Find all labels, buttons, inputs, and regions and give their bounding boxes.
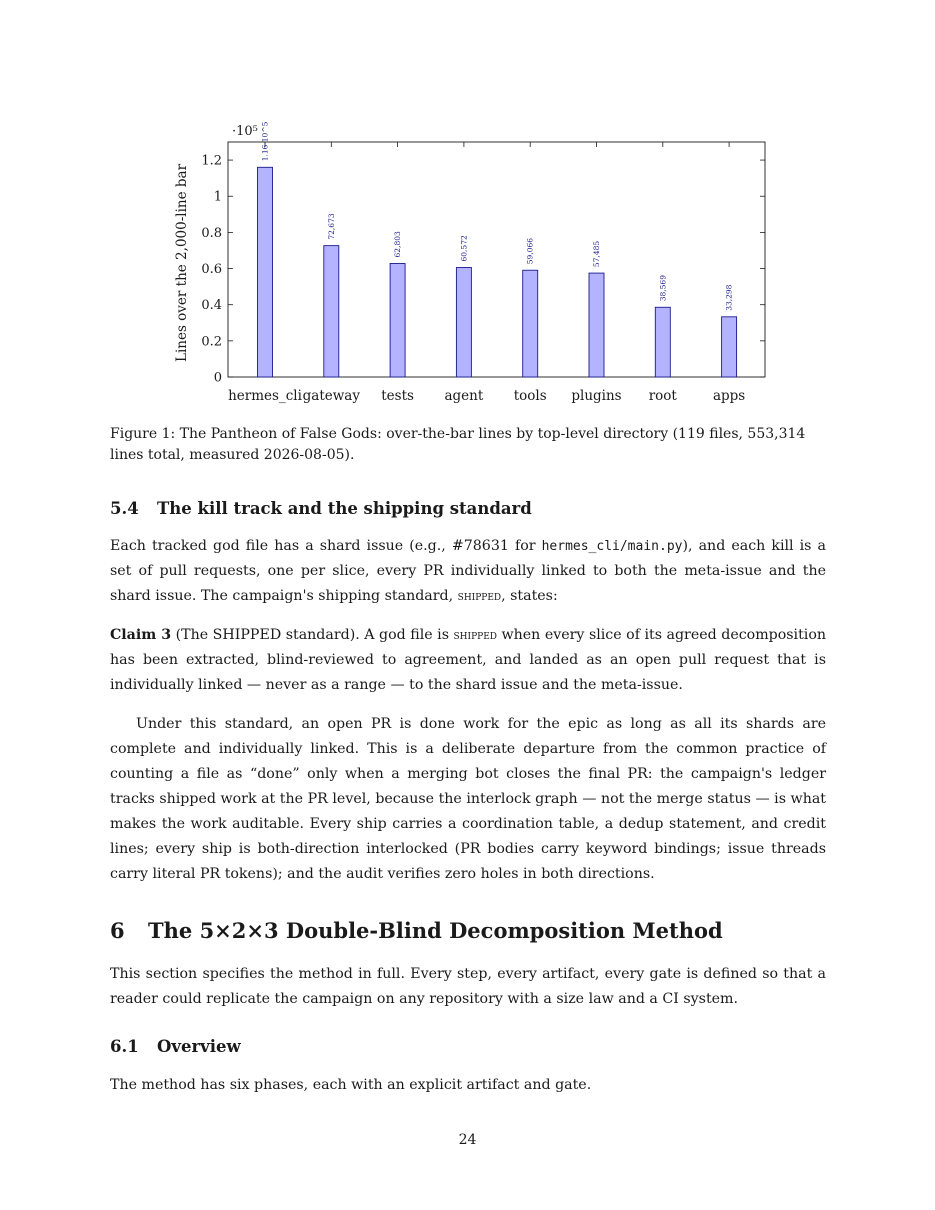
plot-frame [228,142,765,377]
chart-axes [228,142,765,377]
category-label: plugins [571,388,622,404]
value-label: 38,569 [658,275,668,302]
shipped-term: shipped [457,589,502,604]
bar-agent [456,268,471,377]
category-label: root [648,388,677,404]
value-label: 57,485 [592,240,601,268]
y-tick-label: 1.2 [201,153,222,169]
category-label: agent [444,388,484,404]
paragraph-overview: The method has six phases, each with an explicit artifact and gate. [110,1077,592,1093]
category-label: tests [381,388,414,404]
text-run: A god file is [359,627,454,643]
y-tick-label: 0.2 [201,334,222,350]
subsection-number: 6.1 [110,1037,139,1056]
bar-hermes-cli [258,167,273,377]
text-run: when every slice of its agreed decomposition has been extracted, blind-reviewed to agreement, and landed as an open pull request that is individually linked — never as a range — to the shard issue and the meta-issue. [110,627,827,693]
shipped-term: shipped [453,628,497,643]
subsection-heading-6-1 [110,1037,241,1056]
bar-gateway [324,246,339,377]
claim-name: (The SHIPPED standard). [171,627,360,643]
y-tick-label: 1 [213,189,222,205]
paragraph-kill-track [110,534,826,609]
text-run: ), and each kill is a set of pull requests, one per slice, every PR individually linked to both the meta-issue and the shard issue. The campaign's shipping standard, [110,538,826,604]
subsection-title: The kill track and the shipping standard [157,499,532,518]
claim-3 [110,623,826,698]
value-label: 62,803 [393,231,403,258]
code-path: hermes_cli/main.py [541,539,683,554]
subsection-number: 5.4 [110,499,139,518]
value-label: 33,298 [724,284,734,311]
text-run: Each tracked god file has a shard issue (e.g., #78631 for [110,538,542,554]
category-label: tools [513,388,547,404]
section-title: The 5×2×3 Double-Blind Decomposition Method [148,918,723,943]
category-label: apps [712,388,746,404]
paragraph-method-intro: This section specifies the method in full. Every step, every artifact, every gate is defined so that a reader could replicate the campaign on any repository with a size law and a CI system. [110,966,826,1007]
bar-chart [150,108,790,413]
subsection-title: Overview [157,1037,241,1056]
figure-caption: Figure 1: The Pantheon of False Gods: over-the-bar lines by top-level directory (119 files, 553,314 lines total, measured 2026-08-05). [110,426,806,463]
value-label: 60,572 [459,235,469,262]
category-label: gateway [302,388,360,404]
section-number: 6 [110,918,125,943]
y-tick-label: 0.4 [201,298,222,314]
value-label: 72,673 [326,213,336,240]
category-label: hermes_cli [228,388,302,404]
y-tick-label: 0 [213,370,222,386]
y-tick-label: 0.8 [201,225,222,241]
bar-plugins [589,273,604,377]
bar-tests [390,263,405,377]
y-axis-multiplier: ·10⁵ [232,124,258,139]
text-run: , states: [501,588,558,604]
page-number: 24 [458,1132,477,1148]
section-heading-6 [110,918,723,943]
value-label: 59,066 [525,237,535,265]
paragraph-standard: Under this standard, an open PR is done work for the epic as long as all its shards are complete and individually linked. This is a deliberate departure from the common practice of counting a file as “done” only when a merging bot closes the final PR: the campaign's ledger tracks shipped work at the PR level, because the interlock graph — not the merge status — is what makes the work auditable. Every ship carries a coordination table, a dedup statement, and credit lines; every ship is both-direction interlocked (PR bodies carry keyword bindings; issue threads carry literal PR tokens); and the audit verifies zero holes in both directions. [110,716,826,882]
bar-tools [523,270,538,377]
y-tick-label: 0.6 [201,262,222,278]
bar-apps [722,317,737,377]
subsection-heading-5-4 [110,499,532,518]
value-label: 1.16·10^5 [260,121,270,162]
bar-root [655,307,670,377]
claim-label: Claim 3 [110,627,172,643]
y-axis-label: Lines over the 2,000-line bar [174,163,190,363]
chart-bars [258,167,737,377]
